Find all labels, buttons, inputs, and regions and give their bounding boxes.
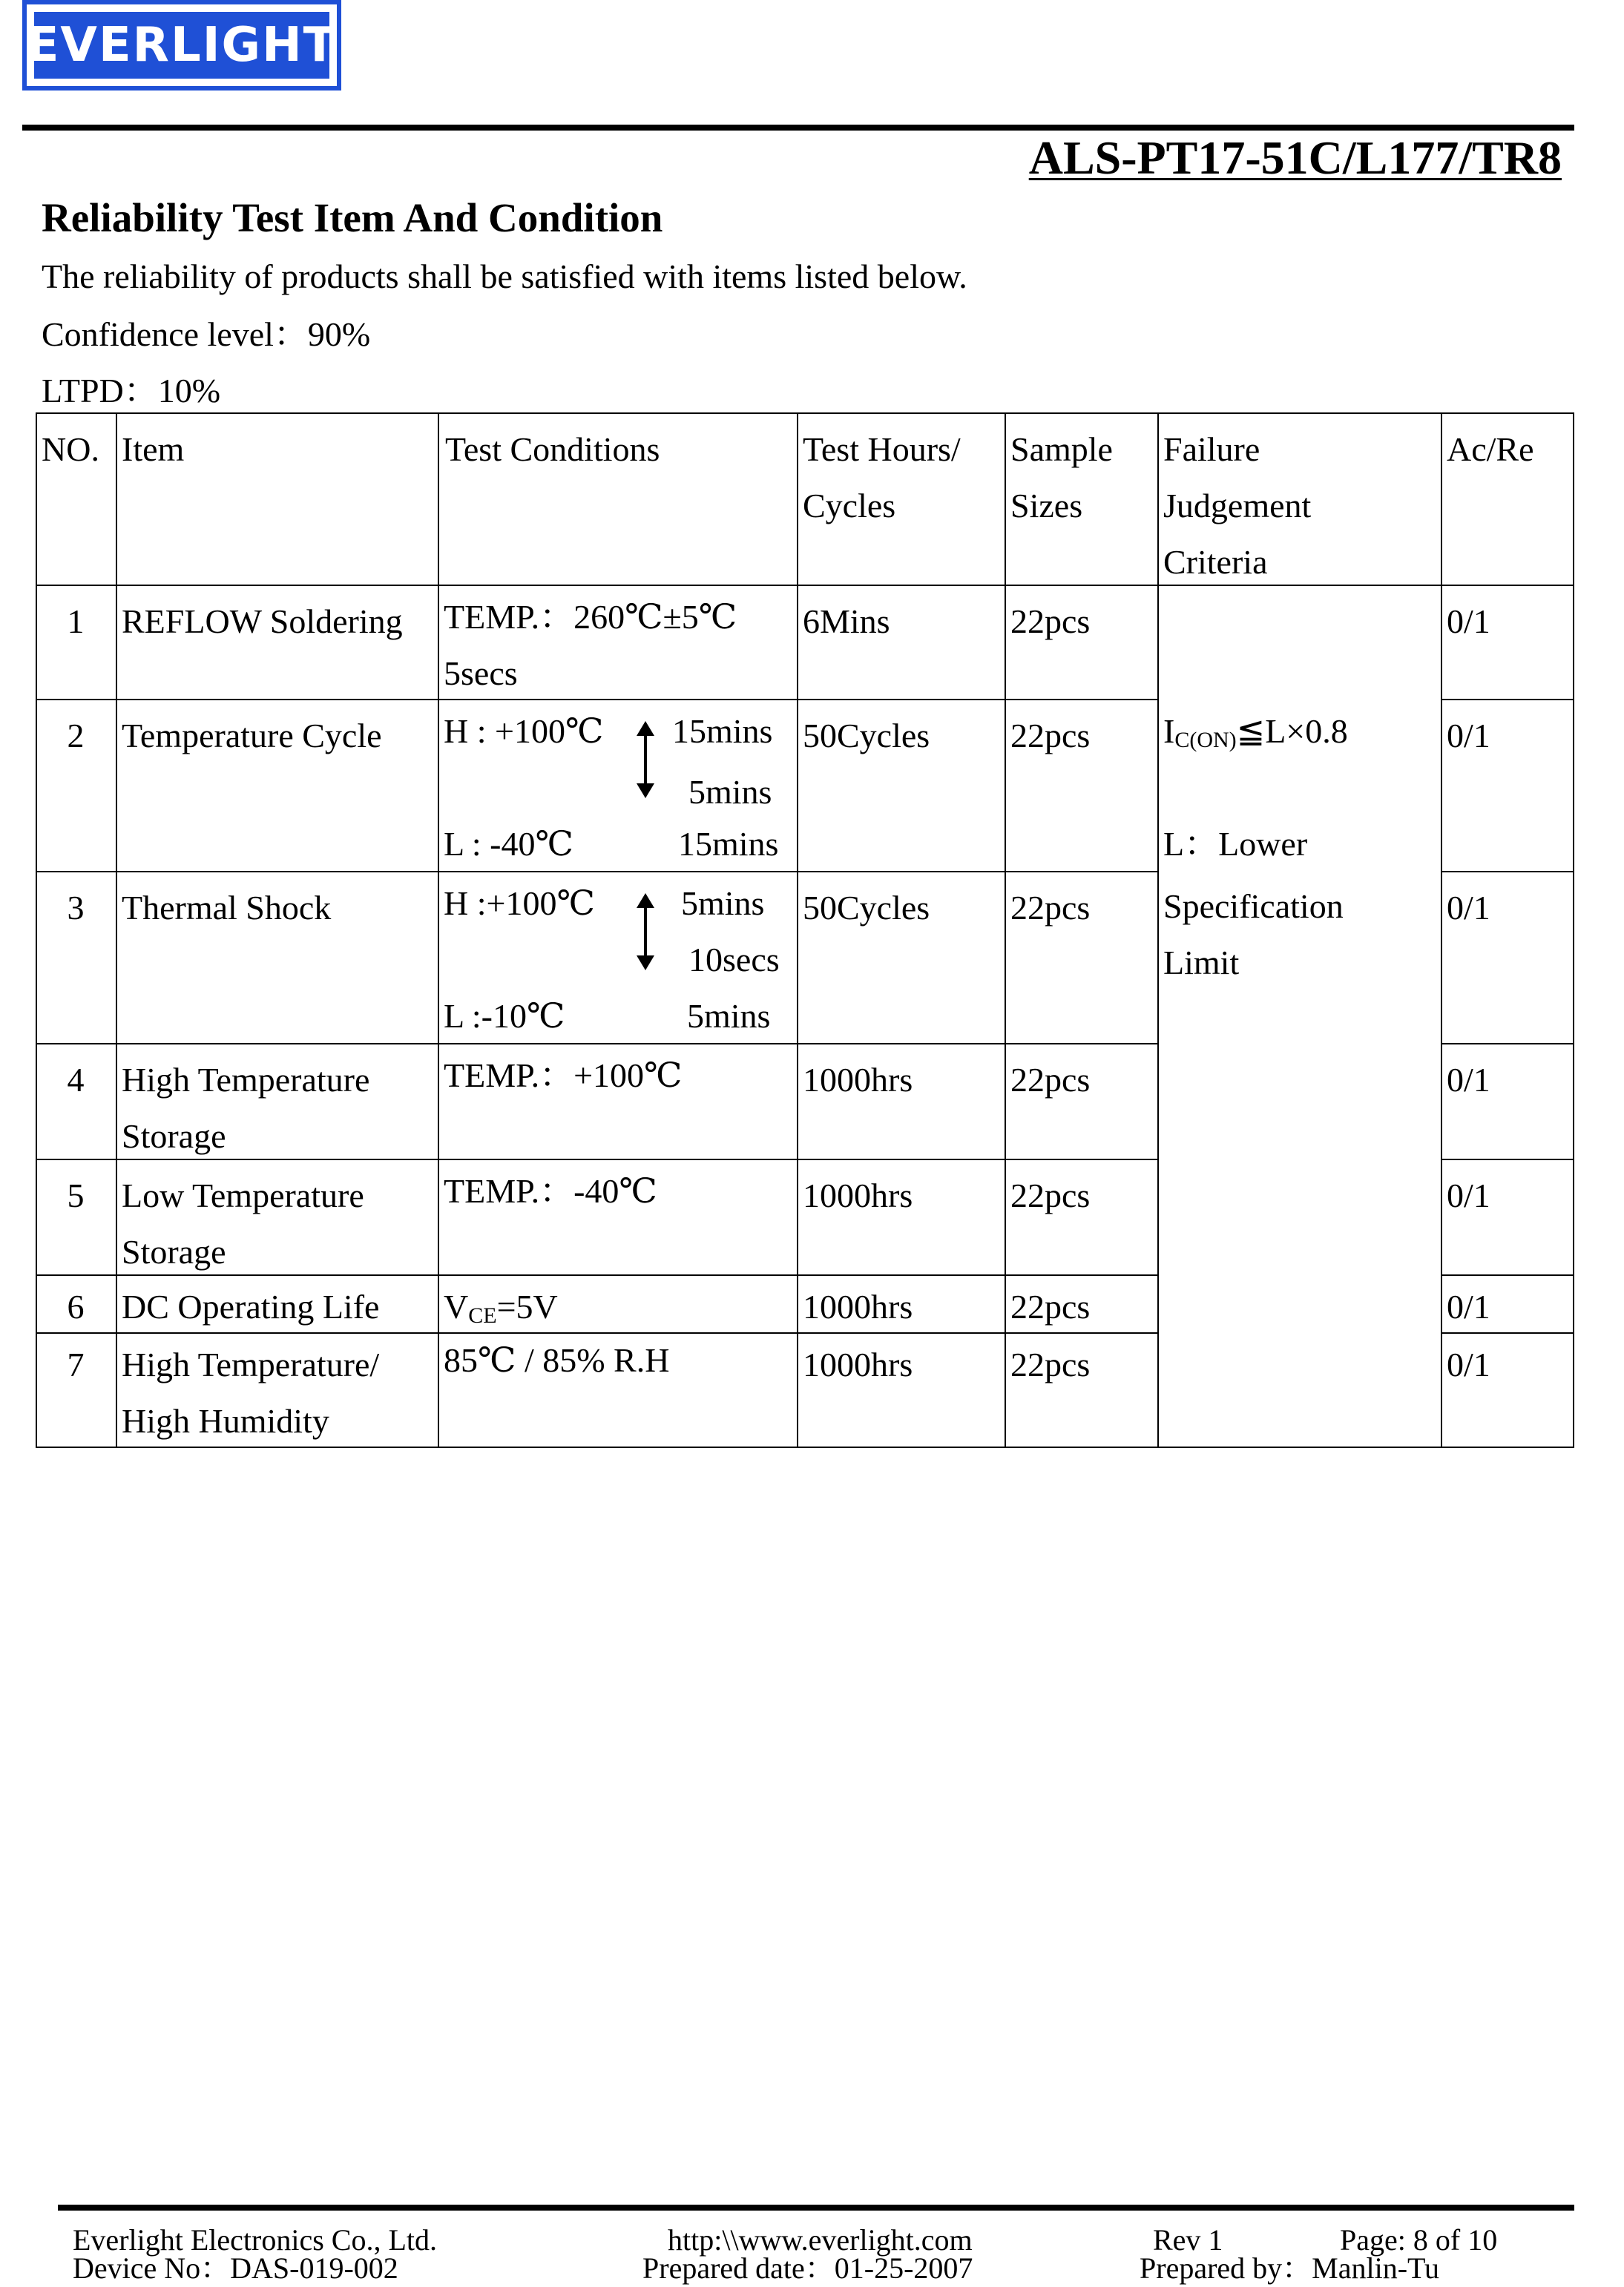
row-condition-transfer: 5mins <box>688 773 772 811</box>
footer-company: Everlight Electronics Co., Ltd. <box>73 2223 437 2257</box>
footer-page: Page: 8 of 10 <box>1340 2223 1498 2257</box>
reliability-table <box>36 412 1574 1448</box>
criteria-subscript: C(ON) <box>1174 728 1237 752</box>
row-item: Low Temperature <box>122 1177 364 1214</box>
header-rule <box>22 125 1574 131</box>
row-hours: 1000hrs <box>803 1346 913 1383</box>
header-conditions: Test Conditions <box>445 430 660 468</box>
row-hours: 50Cycles <box>803 717 930 754</box>
table-rule <box>1442 1274 1574 1276</box>
row-condition-high: H : +100℃ <box>444 712 604 750</box>
row-hours: 1000hrs <box>803 1061 913 1099</box>
row-no: 5 <box>67 1177 85 1214</box>
header-sample-2: Sizes <box>1010 487 1083 524</box>
header-item: Item <box>122 430 185 468</box>
header-failure-2: Judgement <box>1163 487 1312 524</box>
row-item-2: Storage <box>122 1233 226 1271</box>
row-condition-high: H :+100℃ <box>444 884 595 922</box>
footer-device: Device No：DAS-019-002 <box>73 2251 398 2285</box>
vce-subscript: CE <box>468 1303 497 1328</box>
row-acre: 0/1 <box>1447 717 1490 754</box>
row-no: 1 <box>67 602 85 640</box>
double-arrow-icon <box>644 905 647 958</box>
row-acre: 0/1 <box>1447 1288 1490 1326</box>
header-hours: Test Hours/ <box>803 430 961 468</box>
row-sample: 22pcs <box>1010 1288 1091 1326</box>
row-sample: 22pcs <box>1010 1061 1091 1099</box>
criteria-spec: Specification <box>1163 887 1344 925</box>
row-condition-low-time: 5mins <box>687 997 771 1035</box>
table-rule <box>36 871 1159 872</box>
row-sample: 22pcs <box>1010 1177 1091 1214</box>
table-rule <box>797 412 798 1448</box>
table-rule <box>1157 412 1159 1448</box>
vce-symbol: V <box>444 1288 469 1326</box>
row-condition-low-time: 15mins <box>678 825 779 863</box>
row-sample: 22pcs <box>1010 889 1091 927</box>
header-sample: Sample <box>1010 430 1113 468</box>
row-item: DC Operating Life <box>122 1288 380 1326</box>
row-condition-high-time: 15mins <box>672 712 773 750</box>
row-item-2: High Humidity <box>122 1402 329 1440</box>
row-sample: 22pcs <box>1010 1346 1091 1383</box>
row-condition: TEMP.：+100℃ <box>444 1056 683 1094</box>
table-rule <box>36 585 1574 586</box>
row-no: 2 <box>67 717 85 754</box>
criteria-i: I <box>1163 712 1175 750</box>
row-no: 3 <box>67 889 85 927</box>
row-acre: 0/1 <box>1447 889 1490 927</box>
row-no: 7 <box>67 1346 85 1383</box>
footer-rev: Rev 1 <box>1153 2223 1223 2257</box>
row-condition-transfer: 10secs <box>688 941 780 978</box>
footer-url[interactable]: http:\\www.everlight.com <box>668 2223 973 2257</box>
row-item: High Temperature <box>122 1061 370 1099</box>
row-condition: TEMP.：260℃±5℃ <box>444 598 737 636</box>
row-item: High Temperature/ <box>122 1346 380 1383</box>
row-condition: TEMP.：-40℃ <box>444 1172 657 1210</box>
row-acre: 0/1 <box>1447 602 1490 640</box>
table-rule <box>1442 871 1574 872</box>
table-rule <box>1441 412 1442 1448</box>
row-acre: 0/1 <box>1447 1346 1490 1383</box>
criteria-rest: ≦L×0.8 <box>1236 712 1348 750</box>
section-title: Reliability Test Item And Condition <box>42 195 663 240</box>
header-no: NO. <box>42 430 99 468</box>
everlight-logo <box>22 0 341 91</box>
logo-text: EVERLIGHT <box>34 12 329 79</box>
confidence-level: Confidence level：90% <box>42 315 371 353</box>
table-rule <box>1442 1159 1574 1160</box>
row-acre: 0/1 <box>1447 1061 1490 1099</box>
row-hours: 6Mins <box>803 602 890 640</box>
row-item: Thermal Shock <box>122 889 332 927</box>
row-no: 4 <box>67 1061 85 1099</box>
table-rule <box>438 412 439 1448</box>
intro-text: The reliability of products shall be satisfied with items listed below. <box>42 257 967 295</box>
row-condition-2: 5secs <box>444 654 518 692</box>
row-no: 6 <box>67 1288 85 1326</box>
row-condition-low: L : -40℃ <box>444 825 573 863</box>
row-hours: 1000hrs <box>803 1288 913 1326</box>
row-hours: 50Cycles <box>803 889 930 927</box>
table-rule <box>36 699 1159 700</box>
header-acre: Ac/Re <box>1447 430 1534 468</box>
row-item-2: Storage <box>122 1117 226 1155</box>
criteria-lower: L：Lower <box>1163 825 1308 863</box>
part-number: ALS-PT17-51C/L177/TR8 <box>1028 131 1562 184</box>
row-condition-low: L :-10℃ <box>444 997 565 1035</box>
table-rule <box>116 412 117 1448</box>
header-hours-2: Cycles <box>803 487 896 524</box>
table-rule <box>1573 412 1574 1448</box>
ltpd: LTPD：10% <box>42 372 221 409</box>
header-failure: Failure <box>1163 430 1260 468</box>
row-item: REFLOW Soldering <box>122 602 403 640</box>
footer-rule <box>58 2205 1574 2211</box>
table-rule <box>1442 699 1574 700</box>
row-hours: 1000hrs <box>803 1177 913 1214</box>
vce-value: =5V <box>496 1288 558 1326</box>
footer-prepared-by: Prepared by：Manlin-Tu <box>1140 2251 1440 2285</box>
table-rule <box>36 1043 1159 1044</box>
row-condition: 85℃ / 85% R.H <box>444 1341 670 1379</box>
criteria-formula <box>1163 703 1348 769</box>
table-rule <box>1442 1043 1574 1044</box>
table-rule <box>1005 412 1006 1448</box>
footer-prepared-date: Prepared date：01-25-2007 <box>642 2251 973 2285</box>
header-failure-3: Criteria <box>1163 543 1268 581</box>
criteria-limit: Limit <box>1163 944 1240 981</box>
row-item: Temperature Cycle <box>122 717 382 754</box>
row-condition-high-time: 5mins <box>681 884 765 922</box>
row-sample: 22pcs <box>1010 717 1091 754</box>
row-acre: 0/1 <box>1447 1177 1490 1214</box>
row-sample: 22pcs <box>1010 602 1091 640</box>
double-arrow-icon <box>644 733 647 786</box>
table-rule <box>36 412 1574 414</box>
